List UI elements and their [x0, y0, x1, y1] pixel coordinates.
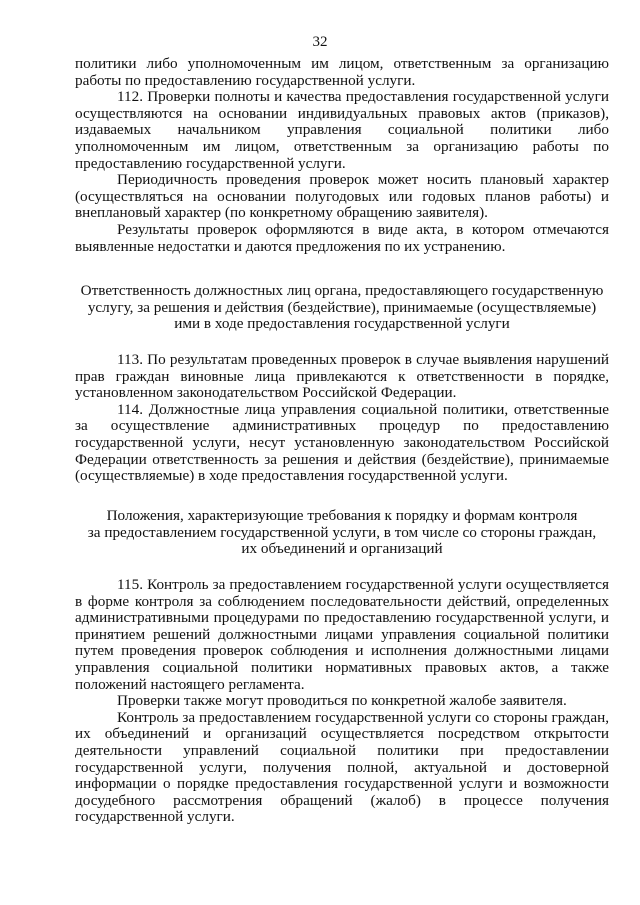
heading-responsibility-line-3: ими в ходе предоставления государственной услуги: [174, 315, 510, 333]
heading-control-forms-line-3: их объединений и организаций: [241, 540, 443, 558]
heading-responsibility-line-1: Ответственность должностных лиц органа, предоставляющего государственную: [80, 282, 604, 299]
paragraph-113: 113. По результатам проведенных проверок в случае выявления нарушений прав граждан виновные лица привлекаются к ответственности в порядке, установленном законодательством Российской Федерации.: [75, 351, 609, 402]
section-control-forms: [75, 577, 609, 826]
heading-control-forms-line-1: Положения, характеризующие требования к порядку и формам контроля: [106, 507, 578, 524]
section-responsibility: [75, 352, 609, 485]
paragraph-intro: политики либо уполномоченным им лицом, ответственным за организацию работы по предоставлению государственной услуги.: [75, 55, 609, 89]
section-control-checks: [75, 56, 609, 255]
paragraph-periodicity: Периодичность проведения проверок может носить плановый характер (осуществляться на основании полугодовых или годовых планов работы) и внеплановый характер (по конкретному обращению заявителя).: [75, 171, 609, 222]
heading-responsibility: [75, 283, 609, 333]
heading-control-forms-line-2: за предоставлением государственной услуги, в том числе со стороны граждан,: [87, 523, 597, 541]
paragraph-complaint: Проверки также могут проводиться по конкретной жалобе заявителя.: [117, 692, 567, 710]
paragraph-results: Результаты проверок оформляются в виде акта, в котором отмечаются выявленные недостатки и даются предложения по их устранению.: [75, 220, 609, 255]
paragraph-citizens: Контроль за предоставлением государственной услуги со стороны граждан, их объединений и организаций осуществляется посредством открытости деятельности управлений социальной политики при предоставлении государственной услуги, получения полной, актуальной и достоверной информации о порядке предоставления государственной услуги и возможности досудебного рассмотрения обращений (жалоб) в процессе получения государственной услуги.: [75, 708, 609, 826]
paragraph-115: 115. Контроль за предоставлением государственной услуги осуществляется в форме контроля за соблюдением последовательности действий, определенных административными процедурами по предоставлению государственной услуги, и принятием решений должностными лицами управления социальной политики путем проведения проверок соблюдения и исполнения должностными лицами управления социальной политики нормативных правовых актов, а также положений настоящего регламента.: [75, 576, 609, 693]
page-number: 32: [312, 34, 328, 50]
paragraph-112: 112. Проверки полноты и качества предоставления государственной услуги осуществляются на основании индивидуальных правовых актов (приказов), издаваемых начальником управления социальной политики либо уполномоченным им лицом, ответственным за организацию работы по предоставлению государственной услуги.: [75, 88, 609, 172]
heading-responsibility-line-2: услугу, за решения и действия (бездействие), принимаемые (осуществляемые): [87, 298, 597, 316]
paragraph-114: 114. Должностные лица управления социальной политики, ответственные за осуществление административных процедур по предоставлению государственной услуги, несут установленную законодательством Российской Федерации ответственность за решения и действия (бездействие), принимаемые (осуществляемые) в ходе предоставления государственной услуги.: [75, 400, 609, 485]
heading-control-forms: [75, 508, 609, 558]
